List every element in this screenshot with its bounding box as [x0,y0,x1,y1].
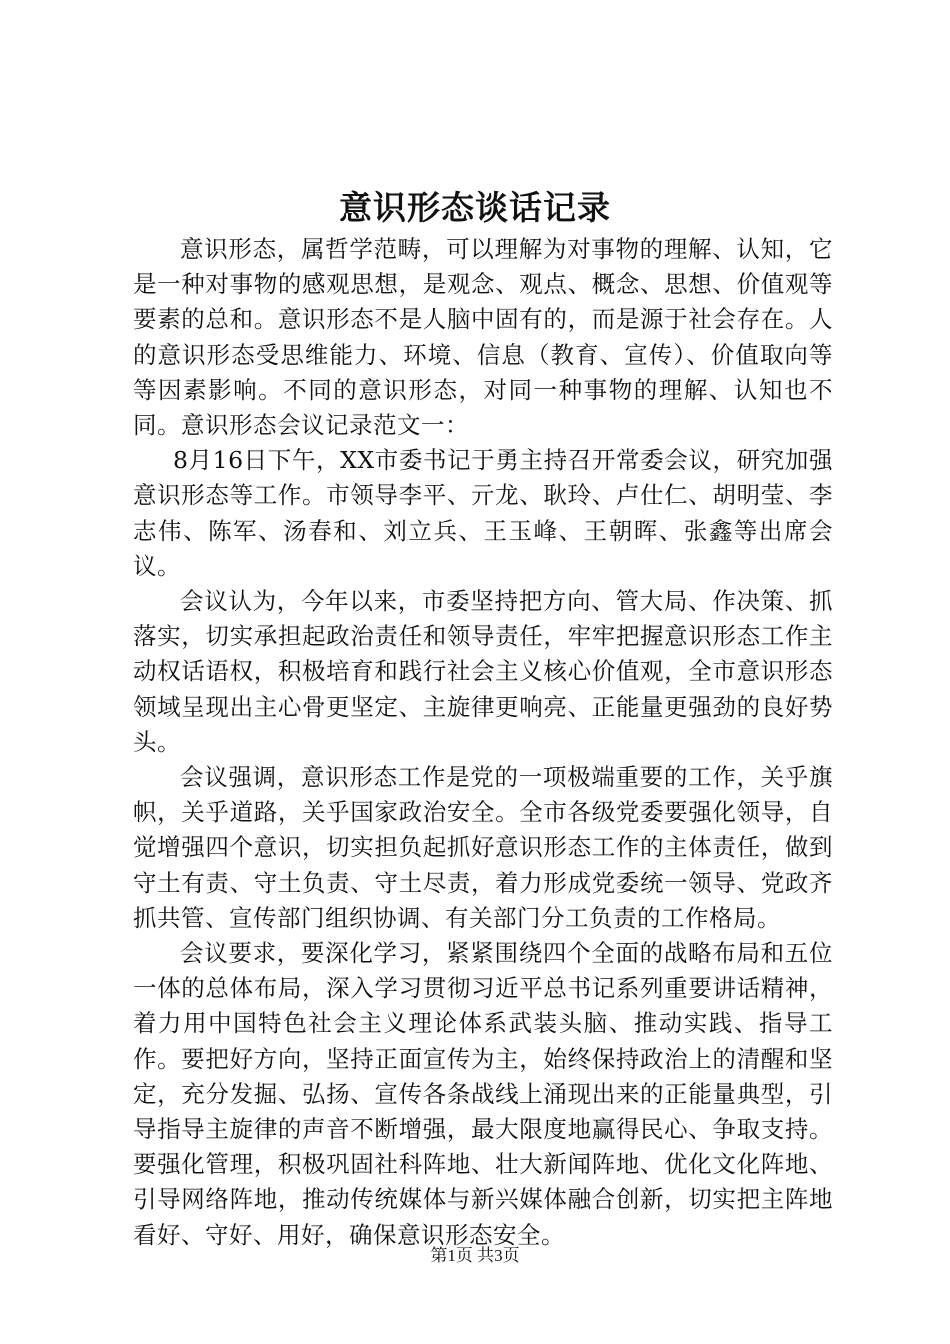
document-title: 意识形态谈话记录 [339,188,611,227]
paragraph-meeting-view: 会议认为，今年以来，市委坚持把方向、管大局、作决策、抓落实，切实承担起政治责任和领导责任，牢牢把握意识形态工作主动权话语权，积极培育和践行社会主义核心价值观，全市意识形态领域呈现出主心骨更坚定、主旋律更响亮、正能量更强劲的良好势头。 [133,587,833,756]
paragraph-meeting-emphasis: 会议强调，意识形态工作是党的一项极端重要的工作，关乎旗帜，关乎道路，关乎国家政治安全。全市各级党委要强化领导，自觉增强四个意识，切实担负起抓好意识形态工作的主体责任，做到守土有责、守土负责、守土尽责，着力形成党委统一领导、党政齐抓共管、宣传部门组织协调、有关部门分工负责的工作格局。 [133,763,833,932]
paragraph-meeting-info: 8月16日下午，XX市委书记于勇主持召开常委会议，研究加强意识形态等工作。市领导李平、亓龙、耿玲、卢仕仁、胡明莹、李志伟、陈军、汤春和、刘立兵、王玉峰、王朝晖、张鑫等出席会议。 [133,446,833,580]
page-number-footer: 第1页 共3页 [430,1246,520,1265]
document-body [133,232,833,1253]
paragraph-intro: 意识形态，属哲学范畴，可以理解为对事物的理解、认知，它是一种对事物的感观思想，是观念、观点、概念、思想、价值观等要素的总和。意识形态不是人脑中固有的，而是源于社会存在。人的意识形态受思维能力、环境、信息（教育、宣传）、价值取向等等因素影响。不同的意识形态，对同一种事物的理解、认知也不同。意识形态会议记录范文一： [133,235,833,440]
paragraph-meeting-requirements: 会议要求，要深化学习，紧紧围绕四个全面的战略布局和五位一体的总体布局，深入学习贯彻习近平总书记系列重要讲话精神，着力用中国特色社会主义理论体系武装头脑、推动实践、指导工作。要把好方向，坚持正面宣传为主，始终保持政治上的清醒和坚定，充分发掘、弘扬、宣传各条战线上涌现出来的正能量典型，引导指导主旋律的声音不断增强，最大限度地赢得民心、争取支持。要强化管理，积极巩固社科阵地、壮大新闻阵地、优化文化阵地、引导网络阵地，推动传统媒体与新兴媒体融合创新，切实把主阵地看好、守好、用好，确保意识形态安全。 [133,939,833,1249]
